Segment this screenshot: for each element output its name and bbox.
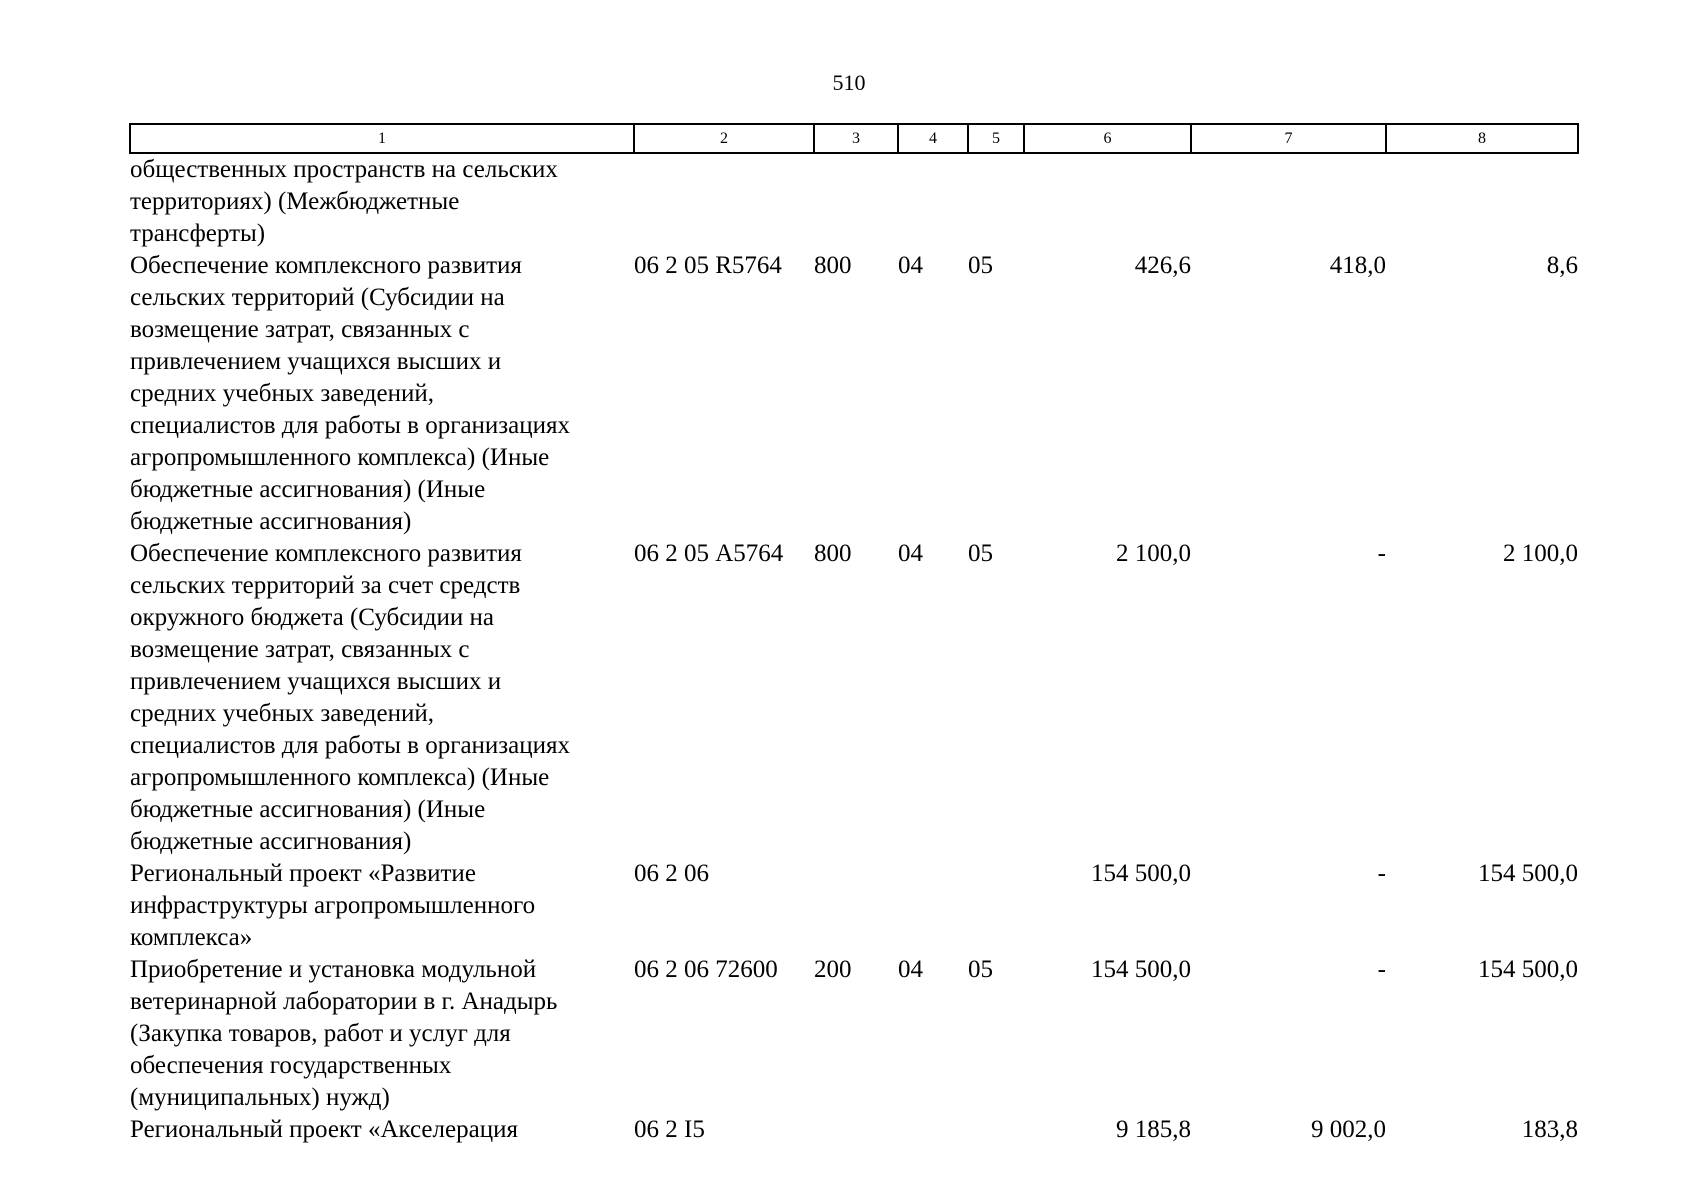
csr-cell: 06 2 06 <box>634 860 709 887</box>
total-cell: 9 185,8 <box>1116 1116 1191 1143</box>
column-header-8: 8 <box>1386 124 1578 153</box>
pr-cell: 05 <box>968 252 993 279</box>
vr-cell <box>814 858 898 954</box>
column-header-4: 4 <box>898 124 968 153</box>
column-header-2: 2 <box>634 124 814 153</box>
regional-cell <box>1386 153 1578 250</box>
table-row <box>130 858 1578 954</box>
regional-cell: 154 500,0 <box>1478 956 1578 983</box>
row-name-cell: Региональный проект «Развитие инфраструктуры агропромышленного комплекса» <box>130 860 536 951</box>
pr-cell <box>968 858 1024 954</box>
table-row <box>130 538 1578 858</box>
total-cell: 154 500,0 <box>1091 956 1191 983</box>
federal-cell: - <box>1377 860 1386 887</box>
rz-cell <box>898 858 968 954</box>
total-cell: 426,6 <box>1134 252 1191 279</box>
csr-cell: 06 2 I5 <box>634 1116 705 1143</box>
csr-cell: 06 2 05 А5764 <box>634 540 784 567</box>
vr-cell: 800 <box>814 252 852 279</box>
budget-table <box>129 123 1579 1146</box>
pr-cell: 05 <box>968 956 993 983</box>
total-cell: 2 100,0 <box>1116 540 1191 567</box>
regional-cell: 8,6 <box>1546 252 1578 279</box>
federal-cell <box>1191 153 1386 250</box>
total-cell: 154 500,0 <box>1091 860 1191 887</box>
federal-cell: 418,0 <box>1329 252 1386 279</box>
rz-cell <box>898 153 968 250</box>
rz-cell: 04 <box>898 540 923 567</box>
column-header-1: 1 <box>130 124 634 153</box>
rz-cell: 04 <box>898 252 923 279</box>
table-row <box>130 954 1578 1114</box>
total-cell <box>1024 153 1191 250</box>
column-header-6: 6 <box>1024 124 1191 153</box>
csr-cell: 06 2 05 R5764 <box>634 252 782 279</box>
vr-cell <box>814 1114 898 1146</box>
row-name-cell: общественных пространств на сельских территориях) (Межбюджетные трансферты) <box>130 156 558 247</box>
row-name-cell: Обеспечение комплексного развития сельских территорий (Субсидии на возмещение затрат, связанных с привлечением учащихся высших и средних учебных заведений, специалистов для работы в организациях агропромышленного комплекса) (Иные бюджетные ассигнования) (Иные бюджетные ассигнования) <box>130 252 571 535</box>
pr-cell <box>968 153 1024 250</box>
pr-cell: 05 <box>968 540 993 567</box>
column-header-5: 5 <box>968 124 1024 153</box>
vr-cell: 800 <box>814 540 852 567</box>
table-body <box>130 153 1578 1146</box>
federal-cell: - <box>1377 956 1386 983</box>
vr-cell: 200 <box>814 956 852 983</box>
rz-cell: 04 <box>898 956 923 983</box>
federal-cell: - <box>1377 540 1386 567</box>
page-number: 510 <box>832 70 866 95</box>
table-header <box>130 124 1578 153</box>
table-row <box>130 153 1578 250</box>
regional-cell: 2 100,0 <box>1503 540 1578 567</box>
rz-cell <box>898 1114 968 1146</box>
row-name-cell: Региональный проект «Акселерация <box>130 1116 518 1143</box>
column-header-7: 7 <box>1191 124 1386 153</box>
regional-cell: 183,8 <box>1521 1116 1578 1143</box>
vr-cell <box>814 153 898 250</box>
regional-cell: 154 500,0 <box>1478 860 1578 887</box>
table-row <box>130 250 1578 538</box>
header-row <box>130 124 1578 153</box>
row-name-cell: Обеспечение комплексного развития сельских территорий за счет средств окружного бюджета (Субсидии на возмещение затрат, связанных с привлечением учащихся высших и средних учебных заведений, специалистов для работы в организациях агропромышленного комплекса) (Иные бюджетные ассигнования) (Иные бюджетные ассигнования) <box>130 540 571 855</box>
csr-cell <box>634 153 814 250</box>
row-name-cell: Приобретение и установка модульной ветеринарной лаборатории в г. Анадырь (Закупка товаров, работ и услуг для обеспечения государственных (муниципальных) нужд) <box>130 956 558 1111</box>
federal-cell: 9 002,0 <box>1311 1116 1386 1143</box>
column-header-3: 3 <box>814 124 898 153</box>
table-row <box>130 1114 1578 1146</box>
pr-cell <box>968 1114 1024 1146</box>
csr-cell: 06 2 06 72600 <box>634 956 778 983</box>
